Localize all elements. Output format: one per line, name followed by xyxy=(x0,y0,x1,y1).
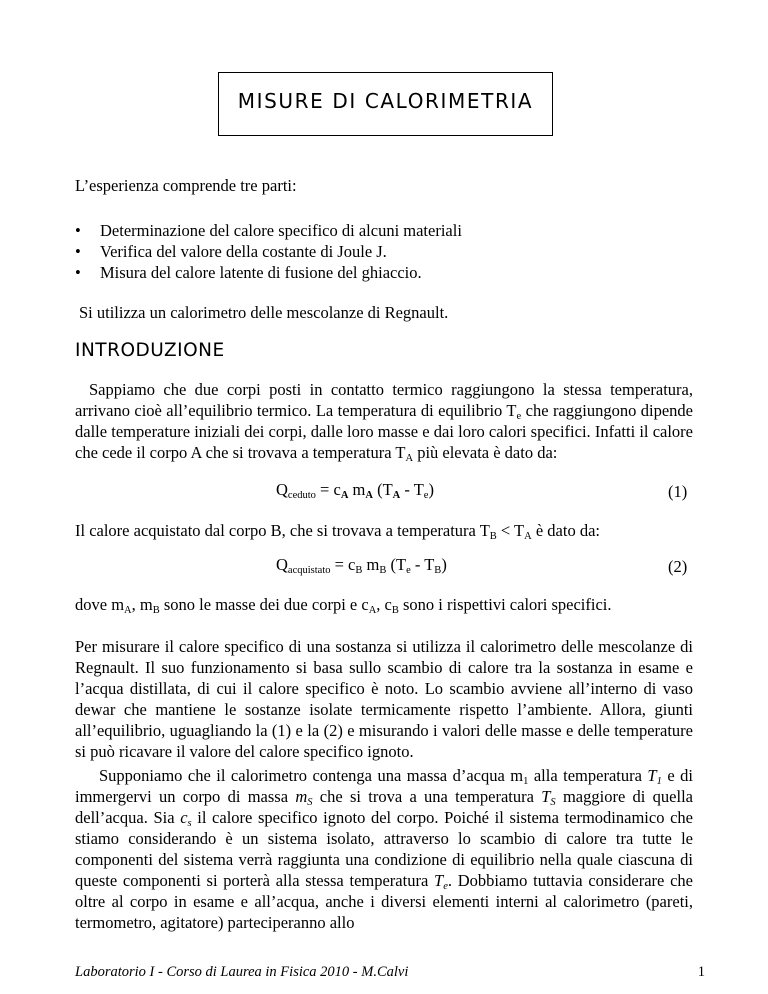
parts-list xyxy=(75,220,462,283)
equation-2-number: (2) xyxy=(668,557,688,576)
list-item: • Determinazione del calore specifico di alcuni materiali xyxy=(75,221,462,240)
equation-2: $Q_{acquistato} = c_B$ $m_B$ $(T_e - T_B)$ xyxy=(276,555,447,576)
bullet-icon: • xyxy=(75,221,81,240)
document-title: MISURE DI CALORIMETRIA xyxy=(237,89,534,113)
list-item: • Verifica del valore della costante di Joule J. xyxy=(75,242,387,261)
page-footer: Laboratorio I - Corso di Laurea in Fisica 2010 - M.Calvi xyxy=(75,964,409,980)
bullet-icon: • xyxy=(75,242,81,261)
calorimeter-paragraph: Per misurare il calore specifico di una sostanza si utilizza il calorimetro delle mescolanze di Regnault. Il suo funzionamento si basa sullo scambio di calore tra la sostanza in esame e l’acqua distillata, di cui il calore specifico è noto. Lo scambio avviene all’interno di vaso dewar che mantiene le sostanze isolate termicamente rispetto l’ambiente. Allora, giunti all’equilibrio, uguagliando la (1) e la (2) e misurando i valori delle masse e delle temperature si può ricavare il valore del calore specifico ignoto. xyxy=(75,637,693,761)
calorimeter-line: Si utilizza un calorimetro delle mescolanze di Regnault. xyxy=(79,303,449,322)
equation-1-number: (1) xyxy=(668,482,688,501)
procedure-paragraph: Supponiamo che il calorimetro contenga una massa d’acqua $m_1$ alla temperatura $T_1$ e di immergervi un corpo di massa $m_S$ che si trova a una temperatura $T_S$ maggiore di quella dell’acqua. Sia $c_s$ il calore specifico ignoto del corpo. Poiché il sistema termodinamico che stiamo considerando è un sistema isolato, attraverso lo scambio di calore tra tutte le componenti del sistema verrà raggiunta una condizione di equilibrio nella quale ciascuna di queste componenti si porterà alla stessa temperatura $T_e$. Dobbiamo tuttavia considerare che oltre al corpo in esame e all’acqua, anche i diversi elementi interni al calorimetro (pareti, termometro, agitatore) parteciperanno allo xyxy=(75,766,694,932)
intro-line: L’esperienza comprende tre parti: xyxy=(75,176,297,195)
page-number: 1 xyxy=(697,964,705,980)
section-heading: INTRODUZIONE xyxy=(75,340,225,361)
intro-paragraph: Sappiamo che due corpi posti in contatto termico raggiungono la stessa temperatura, arrivano cioè all’equilibrio termico. La temperatura di equilibrio $T_e$ che raggiungono dipende dalle temperature iniziali dei corpi, dalle loro masse e dai loro calori specifici. Infatti il calore che cede il corpo A che si trovava a temperatura $T_A$ più elevata è dato da: xyxy=(75,380,694,464)
equation-1: $Q_{ceduto} = c_A$ $m_A$ $(T_A - T_e)$ xyxy=(276,480,434,501)
bullet-icon: • xyxy=(75,263,81,282)
body-line-b: Il calore acquistato dal corpo B, che si trovava a temperatura $T_B < T_A$ è dato da: xyxy=(75,521,600,542)
list-item: • Misura del calore latente di fusione del ghiaccio. xyxy=(75,263,422,282)
body-line-dove: dove $m_A$, $m_B$ sono le masse dei due corpi e $c_A$, $c_B$ sono i rispettivi calori specifici. xyxy=(75,595,612,616)
title-box xyxy=(218,72,553,136)
